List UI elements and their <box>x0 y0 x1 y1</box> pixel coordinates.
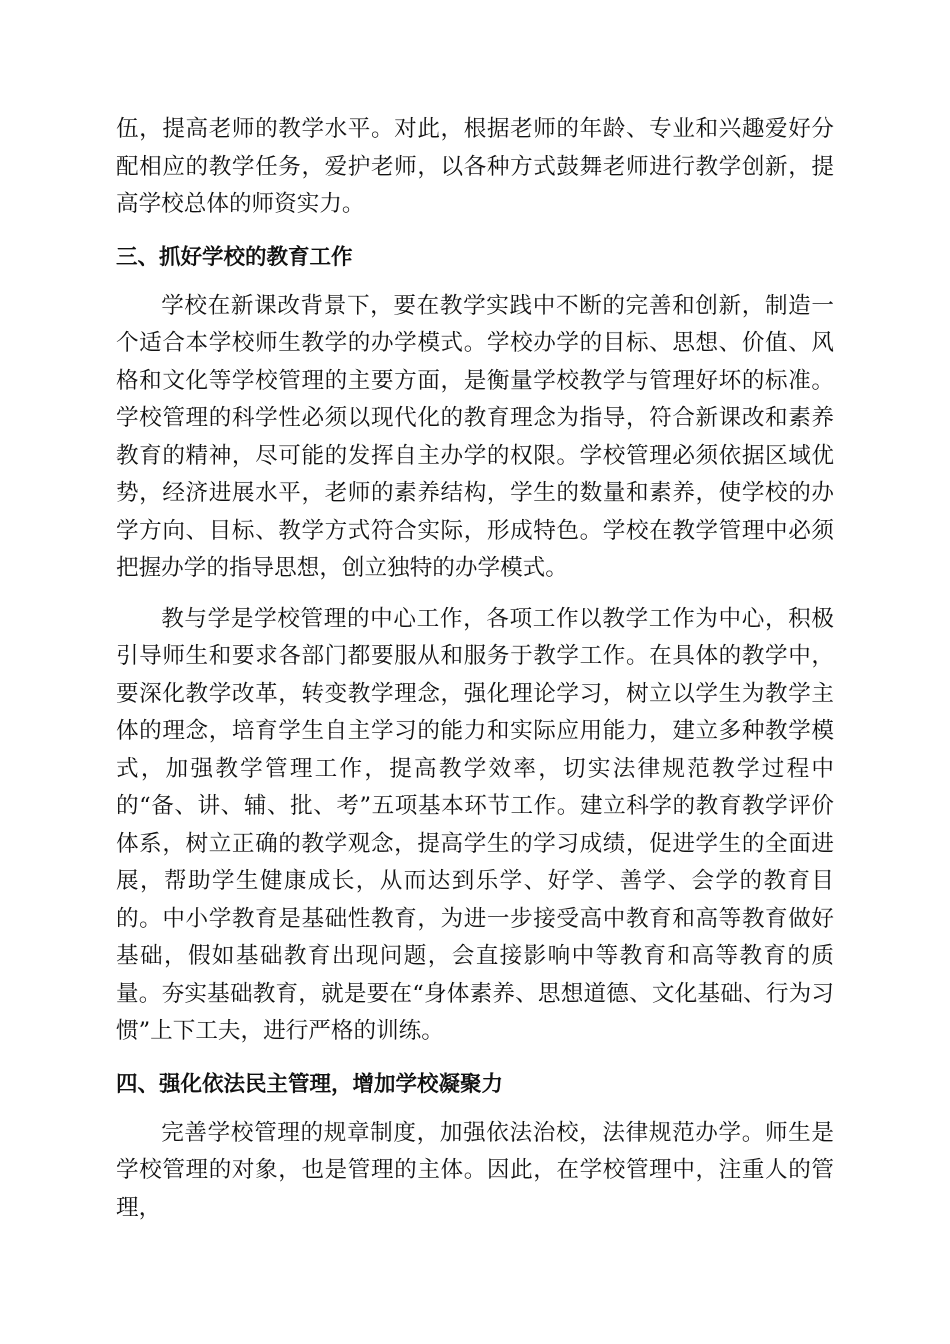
section-4-heading: 四、强化依法民主管理，增加学校凝聚力 <box>116 1071 504 1097</box>
section-3-paragraph-2: 教与学是学校管理的中心工作，各项工作以教学工作为中心，积极引导师生和要求各部门都要服从和服务于教学工作。在具体的教学中，要深化教学改革，转变教学理念，强化理论学习，树立以学生为教学主体的理念，培育学生自主学习的能力和实际应用能力，建立多种教学模式，加强教学管理工作，提高教学效率，切实法律规范教学过程中的“备、讲、辅、批、考”五项基本环节工作。建立科学的教育教学评价体系，树立正确的教学观念，提高学生的学习成绩，促进学生的全面进展，帮助学生健康成长，从而达到乐学、好学、善学、会学的教育目的。中小学教育是基础性教育，为进一步接受高中教育和高等教育做好基础，假如基础教育出现问题，会直接影响中等教育和高等教育的质量。夯实基础教育，就是要在“身体素养、思想道德、文化基础、行为习惯”上下工夫，进行严格的训练。 <box>116 605 834 1044</box>
section-4-paragraph-1: 完善学校管理的规章制度，加强依法治校，法律规范办学。师生是学校管理的对象，也是管理的主体。因此，在学校管理中，注重人的管理， <box>116 1119 834 1221</box>
intro-paragraph: 伍，提高老师的教学水平。对此，根据老师的年龄、专业和兴趣爱好分配相应的教学任务，爱护老师，以各种方式鼓舞老师进行教学创新，提高学校总体的师资实力。 <box>116 116 834 217</box>
section-3-heading: 三、抓好学校的教育工作 <box>116 244 353 270</box>
section-3-paragraph-1: 学校在新课改背景下，要在教学实践中不断的完善和创新，制造一个适合本学校师生教学的办学模式。学校办学的目标、思想、价值、风格和文化等学校管理的主要方面，是衡量学校教学与管理好坏的标准。学校管理的科学性必须以现代化的教育理念为指导，符合新课改和素养教育的精神，尽可能的发挥自主办学的权限。学校管理必须依据区域优势，经济进展水平，老师的素养结构，学生的数量和素养，使学校的办学方向、目标、教学方式符合实际，形成特色。学校在教学管理中必须把握办学的指导思想，创立独特的办学模式。 <box>116 292 834 581</box>
document-body <box>116 111 834 1227</box>
